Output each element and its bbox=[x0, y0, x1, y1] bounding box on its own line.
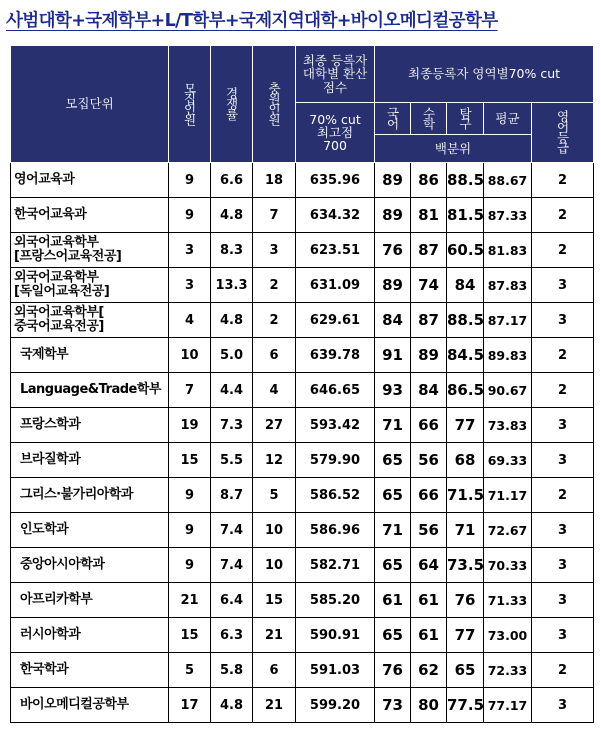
waitlist-cell: 4 bbox=[253, 373, 296, 408]
inq-cell: 81.5 bbox=[447, 198, 484, 233]
score-cell: 635.96 bbox=[296, 163, 375, 198]
competition-cell: 7.4 bbox=[211, 548, 253, 583]
math-cell: 62 bbox=[411, 653, 447, 688]
table-row bbox=[11, 583, 594, 618]
inq-cell: 84 bbox=[447, 268, 484, 303]
competition-cell: 4.4 bbox=[211, 373, 253, 408]
unit-name-cell: 중앙아시아학과 bbox=[11, 548, 169, 583]
avg-cell: 77.17 bbox=[484, 688, 532, 723]
kor-cell: 65 bbox=[375, 478, 411, 513]
eng-cell: 3 bbox=[532, 443, 594, 478]
avg-cell: 72.33 bbox=[484, 653, 532, 688]
math-cell: 89 bbox=[411, 338, 447, 373]
waitlist-cell: 21 bbox=[253, 688, 296, 723]
quota-cell: 7 bbox=[169, 373, 211, 408]
avg-cell: 90.67 bbox=[484, 373, 532, 408]
kor-cell: 76 bbox=[375, 233, 411, 268]
avg-cell: 87.83 bbox=[484, 268, 532, 303]
table-row bbox=[11, 198, 594, 233]
eng-cell: 2 bbox=[532, 198, 594, 233]
quota-cell: 9 bbox=[169, 198, 211, 233]
kor-cell: 89 bbox=[375, 268, 411, 303]
competition-cell: 4.8 bbox=[211, 688, 253, 723]
header-cut: 최종등록자 영역별70% cut bbox=[375, 46, 594, 103]
score-cell: 623.51 bbox=[296, 233, 375, 268]
kor-cell: 61 bbox=[375, 583, 411, 618]
header-quota: 모집인원 bbox=[169, 46, 211, 163]
quota-cell: 3 bbox=[169, 268, 211, 303]
math-cell: 66 bbox=[411, 478, 447, 513]
competition-cell: 7.4 bbox=[211, 513, 253, 548]
unit-name-cell: 영어교육과 bbox=[11, 163, 169, 198]
score-cell: 599.20 bbox=[296, 688, 375, 723]
eng-cell: 2 bbox=[532, 233, 594, 268]
table-row bbox=[11, 618, 594, 653]
header-waitlist: 충원인원 bbox=[253, 46, 296, 163]
avg-cell: 81.83 bbox=[484, 233, 532, 268]
waitlist-cell: 10 bbox=[253, 548, 296, 583]
waitlist-cell: 21 bbox=[253, 618, 296, 653]
avg-cell: 87.17 bbox=[484, 303, 532, 338]
unit-name-cell: 외국어교육학부 [프랑스어교육전공] bbox=[11, 233, 169, 268]
avg-cell: 87.33 bbox=[484, 198, 532, 233]
header-cut-max: 70% cut 최고점 700 bbox=[296, 103, 375, 163]
waitlist-cell: 2 bbox=[253, 303, 296, 338]
competition-cell: 8.3 bbox=[211, 233, 253, 268]
competition-cell: 5.5 bbox=[211, 443, 253, 478]
table-row bbox=[11, 268, 594, 303]
inq-cell: 71 bbox=[447, 513, 484, 548]
table-body bbox=[11, 163, 594, 723]
header-converted-score: 최종 등록자 대학별 환산점수 bbox=[296, 46, 375, 103]
score-cell: 579.90 bbox=[296, 443, 375, 478]
eng-cell: 3 bbox=[532, 583, 594, 618]
header-kor: 국어 bbox=[375, 103, 411, 135]
competition-cell: 7.3 bbox=[211, 408, 253, 443]
score-cell: 631.09 bbox=[296, 268, 375, 303]
waitlist-cell: 15 bbox=[253, 583, 296, 618]
score-cell: 593.42 bbox=[296, 408, 375, 443]
inq-cell: 77 bbox=[447, 408, 484, 443]
math-cell: 80 bbox=[411, 688, 447, 723]
inq-cell: 73.5 bbox=[447, 548, 484, 583]
inq-cell: 60.5 bbox=[447, 233, 484, 268]
math-cell: 56 bbox=[411, 443, 447, 478]
admission-results-table bbox=[10, 45, 594, 723]
avg-cell: 88.67 bbox=[484, 163, 532, 198]
score-cell: 629.61 bbox=[296, 303, 375, 338]
competition-cell: 6.6 bbox=[211, 163, 253, 198]
math-cell: 84 bbox=[411, 373, 447, 408]
math-cell: 86 bbox=[411, 163, 447, 198]
kor-cell: 71 bbox=[375, 513, 411, 548]
avg-cell: 71.17 bbox=[484, 478, 532, 513]
table-row bbox=[11, 513, 594, 548]
waitlist-cell: 10 bbox=[253, 513, 296, 548]
avg-cell: 71.33 bbox=[484, 583, 532, 618]
kor-cell: 71 bbox=[375, 408, 411, 443]
eng-cell: 3 bbox=[532, 303, 594, 338]
competition-cell: 5.8 bbox=[211, 653, 253, 688]
eng-cell: 3 bbox=[532, 268, 594, 303]
unit-name-cell: 외국어교육학부 [독일어교육전공] bbox=[11, 268, 169, 303]
waitlist-cell: 6 bbox=[253, 338, 296, 373]
inq-cell: 65 bbox=[447, 653, 484, 688]
inq-cell: 88.5 bbox=[447, 303, 484, 338]
kor-cell: 89 bbox=[375, 198, 411, 233]
score-cell: 586.52 bbox=[296, 478, 375, 513]
header-inq: 탐구 bbox=[447, 103, 484, 135]
table-row bbox=[11, 688, 594, 723]
inq-cell: 77.5 bbox=[447, 688, 484, 723]
inq-cell: 76 bbox=[447, 583, 484, 618]
unit-name-cell: 국제학부 bbox=[11, 338, 169, 373]
waitlist-cell: 2 bbox=[253, 268, 296, 303]
unit-name-cell: 바이오메디컬공학부 bbox=[11, 688, 169, 723]
inq-cell: 71.5 bbox=[447, 478, 484, 513]
table-row bbox=[11, 548, 594, 583]
competition-cell: 8.7 bbox=[211, 478, 253, 513]
kor-cell: 65 bbox=[375, 443, 411, 478]
table-row bbox=[11, 478, 594, 513]
waitlist-cell: 7 bbox=[253, 198, 296, 233]
math-cell: 81 bbox=[411, 198, 447, 233]
unit-name-cell: 한국어교육과 bbox=[11, 198, 169, 233]
table-row bbox=[11, 338, 594, 373]
quota-cell: 19 bbox=[169, 408, 211, 443]
quota-cell: 21 bbox=[169, 583, 211, 618]
competition-cell: 4.8 bbox=[211, 303, 253, 338]
quota-cell: 15 bbox=[169, 443, 211, 478]
waitlist-cell: 5 bbox=[253, 478, 296, 513]
eng-cell: 3 bbox=[532, 618, 594, 653]
table-row bbox=[11, 163, 594, 198]
header-math: 수학 bbox=[411, 103, 447, 135]
header-unit: 모집단위 bbox=[11, 46, 169, 163]
unit-name-cell: 아프리카학부 bbox=[11, 583, 169, 618]
kor-cell: 93 bbox=[375, 373, 411, 408]
eng-cell: 3 bbox=[532, 408, 594, 443]
waitlist-cell: 18 bbox=[253, 163, 296, 198]
math-cell: 74 bbox=[411, 268, 447, 303]
kor-cell: 65 bbox=[375, 548, 411, 583]
avg-cell: 72.67 bbox=[484, 513, 532, 548]
quota-cell: 3 bbox=[169, 233, 211, 268]
kor-cell: 65 bbox=[375, 618, 411, 653]
score-cell: 646.65 bbox=[296, 373, 375, 408]
unit-name-cell: 브라질학과 bbox=[11, 443, 169, 478]
header-competition: 경쟁률 bbox=[211, 46, 253, 163]
score-cell: 639.78 bbox=[296, 338, 375, 373]
table-row bbox=[11, 303, 594, 338]
competition-cell: 5.0 bbox=[211, 338, 253, 373]
competition-cell: 6.3 bbox=[211, 618, 253, 653]
inq-cell: 77 bbox=[447, 618, 484, 653]
kor-cell: 73 bbox=[375, 688, 411, 723]
unit-name-cell: 그리스·불가리아학과 bbox=[11, 478, 169, 513]
quota-cell: 9 bbox=[169, 478, 211, 513]
quota-cell: 15 bbox=[169, 618, 211, 653]
header-percentile: 백분위 bbox=[375, 135, 532, 163]
waitlist-cell: 12 bbox=[253, 443, 296, 478]
unit-name-cell: 인도학과 bbox=[11, 513, 169, 548]
kor-cell: 89 bbox=[375, 163, 411, 198]
kor-cell: 91 bbox=[375, 338, 411, 373]
header-eng: 영어등급 bbox=[532, 103, 594, 163]
quota-cell: 10 bbox=[169, 338, 211, 373]
unit-name-cell: 프랑스학과 bbox=[11, 408, 169, 443]
quota-cell: 9 bbox=[169, 163, 211, 198]
kor-cell: 76 bbox=[375, 653, 411, 688]
inq-cell: 84.5 bbox=[447, 338, 484, 373]
quota-cell: 9 bbox=[169, 548, 211, 583]
table-row bbox=[11, 373, 594, 408]
score-cell: 585.20 bbox=[296, 583, 375, 618]
inq-cell: 68 bbox=[447, 443, 484, 478]
table-row bbox=[11, 443, 594, 478]
math-cell: 66 bbox=[411, 408, 447, 443]
math-cell: 61 bbox=[411, 583, 447, 618]
avg-cell: 89.83 bbox=[484, 338, 532, 373]
unit-name-cell: Language&Trade학부 bbox=[11, 373, 169, 408]
eng-cell: 3 bbox=[532, 688, 594, 723]
avg-cell: 73.00 bbox=[484, 618, 532, 653]
eng-cell: 2 bbox=[532, 163, 594, 198]
eng-cell: 2 bbox=[532, 653, 594, 688]
table-row bbox=[11, 233, 594, 268]
table-row bbox=[11, 653, 594, 688]
avg-cell: 69.33 bbox=[484, 443, 532, 478]
score-cell: 586.96 bbox=[296, 513, 375, 548]
quota-cell: 4 bbox=[169, 303, 211, 338]
math-cell: 64 bbox=[411, 548, 447, 583]
unit-name-cell: 한국학과 bbox=[11, 653, 169, 688]
quota-cell: 9 bbox=[169, 513, 211, 548]
eng-cell: 2 bbox=[532, 338, 594, 373]
unit-name-cell: 러시아학과 bbox=[11, 618, 169, 653]
page-title: 사범대학+국제학부+L/T학부+국제지역대학+바이오메디컬공학부 bbox=[6, 11, 498, 31]
eng-cell: 3 bbox=[532, 513, 594, 548]
competition-cell: 13.3 bbox=[211, 268, 253, 303]
math-cell: 87 bbox=[411, 233, 447, 268]
competition-cell: 4.8 bbox=[211, 198, 253, 233]
score-cell: 582.71 bbox=[296, 548, 375, 583]
inq-cell: 86.5 bbox=[447, 373, 484, 408]
avg-cell: 73.83 bbox=[484, 408, 532, 443]
math-cell: 61 bbox=[411, 618, 447, 653]
eng-cell: 2 bbox=[532, 478, 594, 513]
score-cell: 634.32 bbox=[296, 198, 375, 233]
kor-cell: 84 bbox=[375, 303, 411, 338]
table-row bbox=[11, 408, 594, 443]
competition-cell: 6.4 bbox=[211, 583, 253, 618]
score-cell: 590.91 bbox=[296, 618, 375, 653]
inq-cell: 88.5 bbox=[447, 163, 484, 198]
avg-cell: 70.33 bbox=[484, 548, 532, 583]
unit-name-cell: 외국어교육학부[ 중국어교육전공] bbox=[11, 303, 169, 338]
eng-cell: 3 bbox=[532, 548, 594, 583]
header-avg: 평균 bbox=[484, 103, 532, 135]
quota-cell: 17 bbox=[169, 688, 211, 723]
quota-cell: 5 bbox=[169, 653, 211, 688]
score-cell: 591.03 bbox=[296, 653, 375, 688]
waitlist-cell: 3 bbox=[253, 233, 296, 268]
math-cell: 87 bbox=[411, 303, 447, 338]
waitlist-cell: 6 bbox=[253, 653, 296, 688]
eng-cell: 2 bbox=[532, 373, 594, 408]
math-cell: 56 bbox=[411, 513, 447, 548]
waitlist-cell: 27 bbox=[253, 408, 296, 443]
